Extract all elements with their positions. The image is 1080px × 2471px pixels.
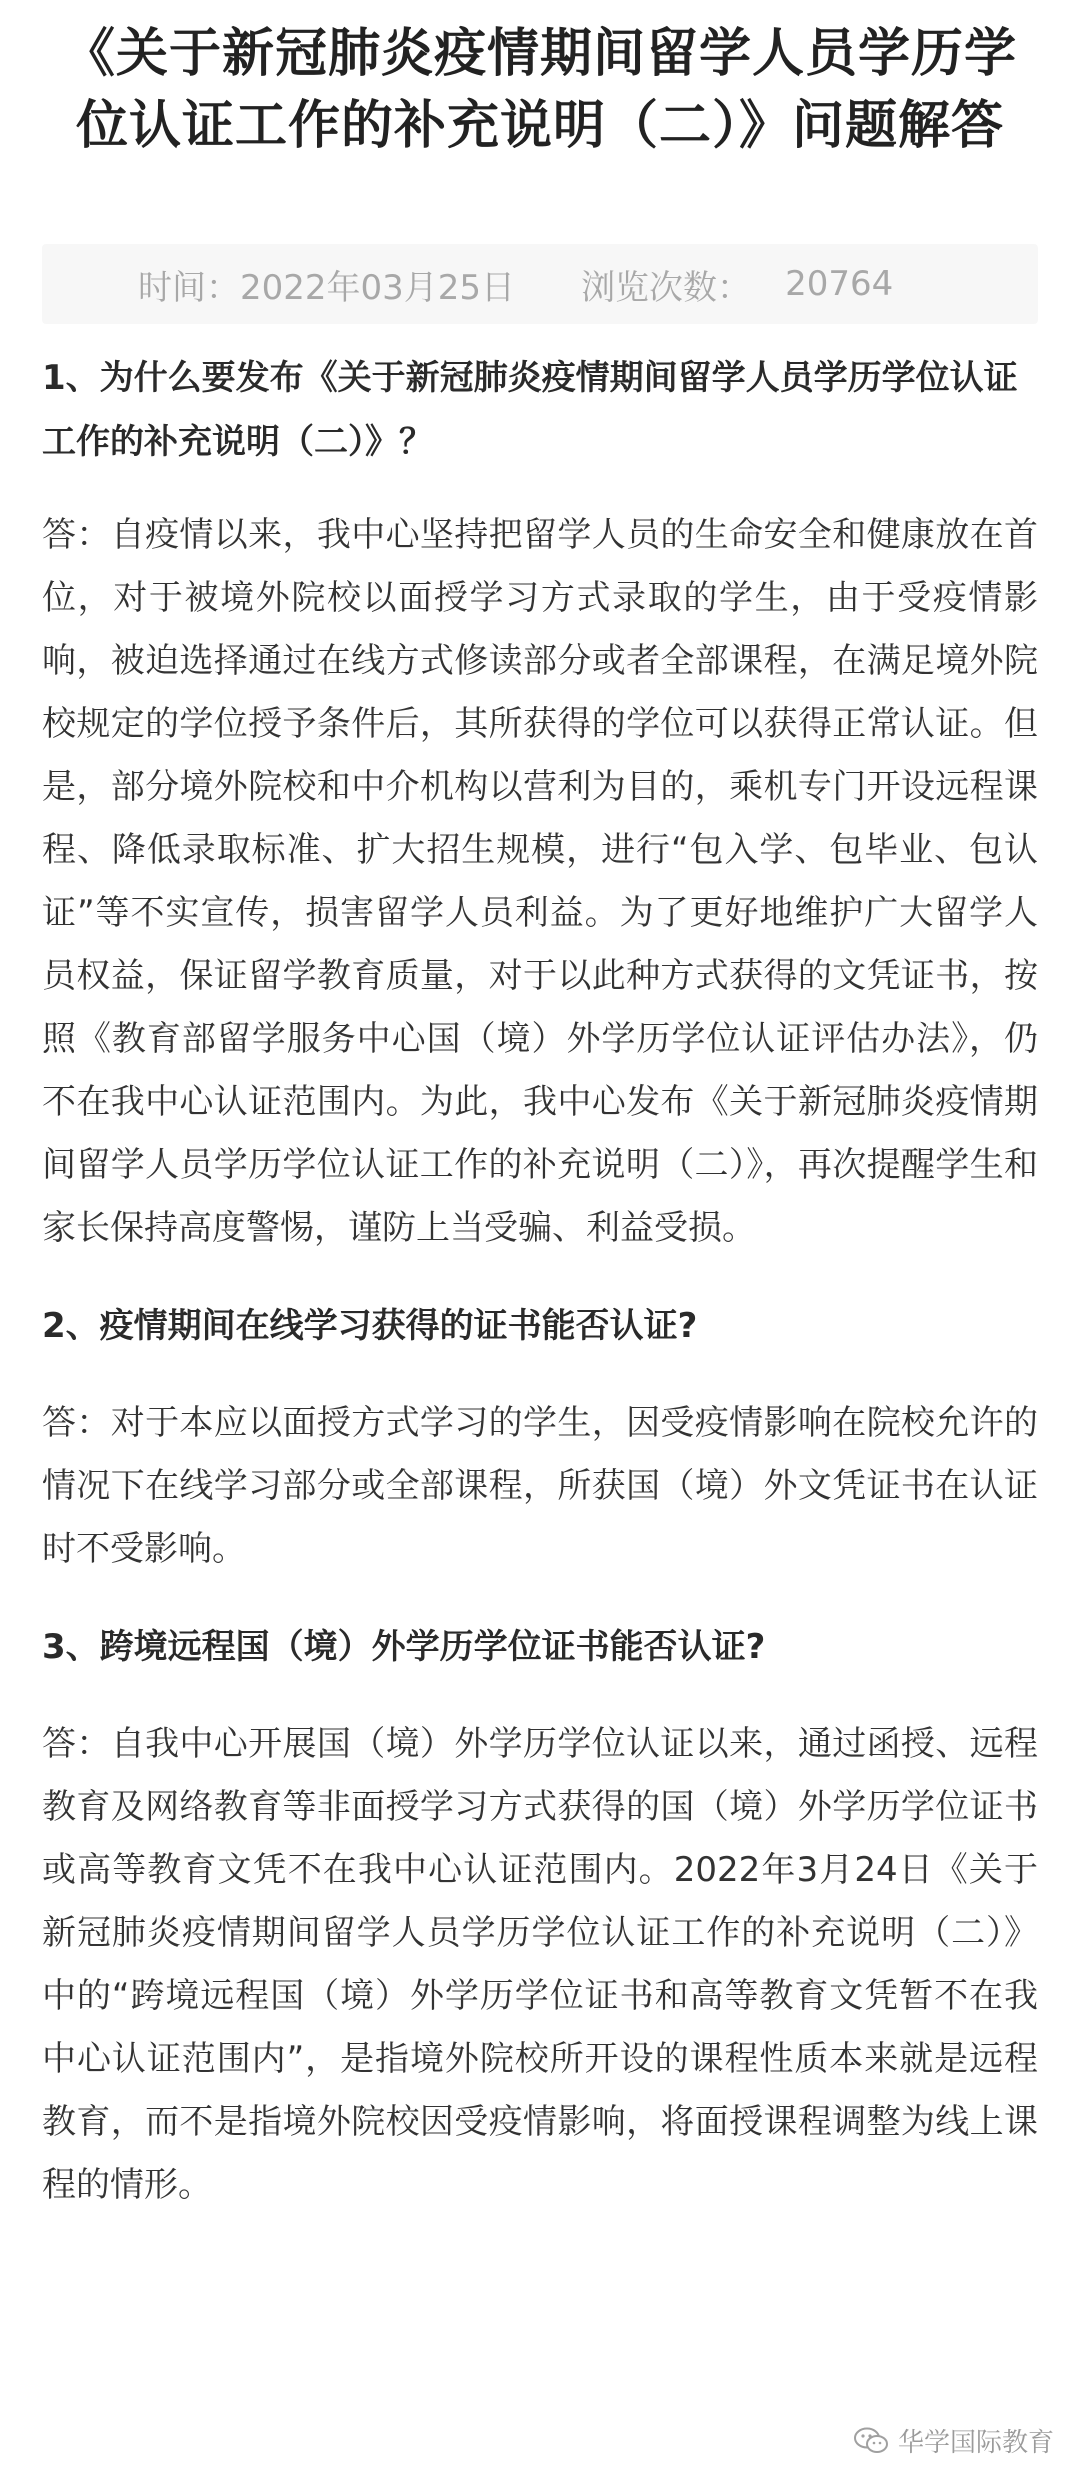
- view-count-value: 20764: [785, 264, 894, 304]
- watermark-text: 华学国际教育: [897, 2428, 1054, 2458]
- article-title: 《关于新冠肺炎疫情期间留学人员学历学位认证工作的补充说明（二）》问题解答: [62, 24, 1017, 156]
- answer-3: 答：自我中心开展国（境）外学历学位认证以来，通过函授、远程教育及网络教育等非面授学习方式获得的国（境）外学历学位证书或高等教育文凭不在我中心认证范围内。2022年3月24日《关于新冠肺炎疫情期间留学人员学历学位认证工作的补充说明（二）》中的“跨境远程国（境）外学历学位证书和高等教育文凭暂不在我中心认证范围内”，是指境外院校所开设的课程性质本来就是远程教育，而不是指境外院校因受疫情影响，将面授课程调整为线上课程的情形。: [42, 1724, 1038, 2205]
- article-meta: [42, 244, 1038, 324]
- answer-1: 答：自疫情以来，我中心坚持把留学人员的生命安全和健康放在首位，对于被境外院校以面授学习方式录取的学生，由于受疫情影响，被迫选择通过在线方式修读部分或者全部课程，在满足境外院校规定的学位授予条件后，其所获得的学位可以获得正常认证。但是，部分境外院校和中介机构以营利为目的，乘机专门开设远程课程、降低录取标准、扩大招生规模，进行“包入学、包毕业、包认证”等不实宣传，损害留学人员利益。为了更好地维护广大留学人员权益，保证留学教育质量，对于以此种方式获得的文凭证书，按照《教育部留学服务中心国（境）外学历学位认证评估办法》，仍不在我中心认证范围内。为此，我中心发布《关于新冠肺炎疫情期间留学人员学历学位认证工作的补充说明（二）》，再次提醒学生和家长保持高度警惕，谨防上当受骗、利益受损。: [42, 515, 1038, 1248]
- question-2: 2、疫情期间在线学习获得的证书能否认证?: [42, 1306, 698, 1346]
- article: [42, 0, 1038, 2217]
- question-1: 1、为什么要发布《关于新冠肺炎疫情期间留学人员学历学位认证工作的补充说明（二）》？: [42, 358, 1018, 462]
- answer-2: 答：对于本应以面授方式学习的学生，因受疫情影响在院校允许的情况下在线学习部分或全部课程，所获国（境）外文凭证书在认证时不受影响。: [42, 1403, 1038, 1569]
- source-watermark: [854, 2422, 1054, 2459]
- question-3: 3、跨境远程国（境）外学历学位证书能否认证?: [42, 1627, 766, 1667]
- publish-time-label: 时间：: [138, 267, 240, 308]
- wechat-icon: [854, 2427, 888, 2455]
- view-count-label: 浏览次数：: [581, 267, 752, 308]
- publish-time-value: 2022年03月25日: [240, 267, 516, 308]
